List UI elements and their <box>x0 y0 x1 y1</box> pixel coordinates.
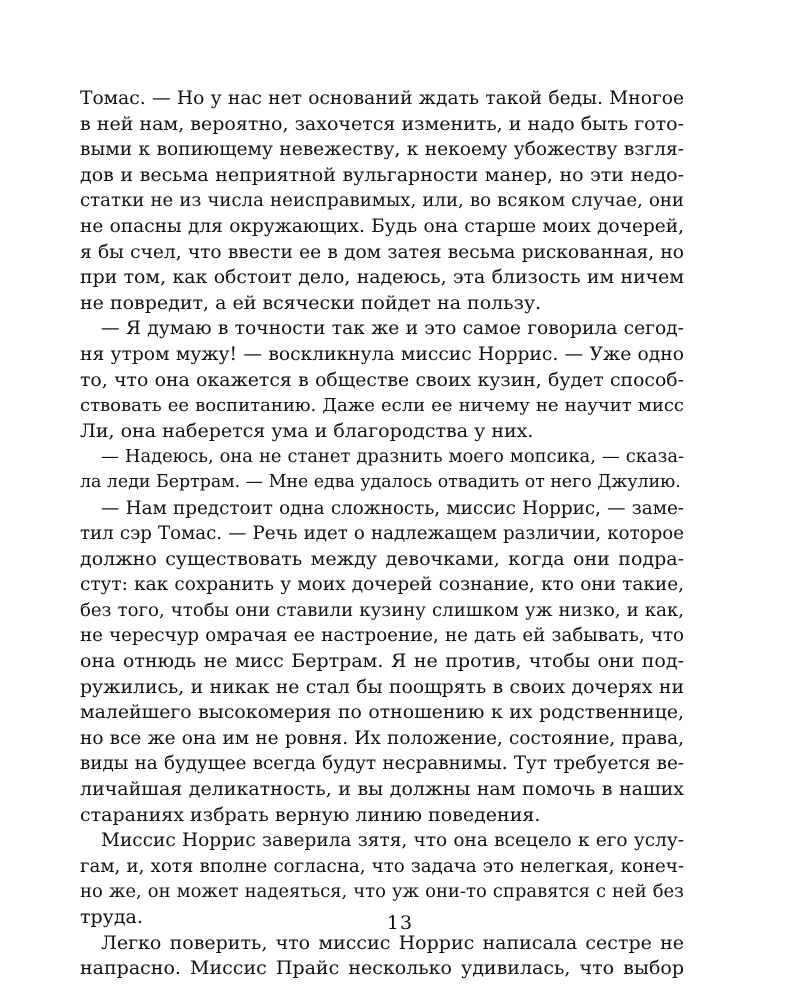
text-line: выми к вопиющему невежеству, к некоему убожеству взгля- <box>80 139 684 161</box>
text-line: я бы счел, что ввести ее в дом затея весьма рискованная, но <box>80 241 684 263</box>
text-line: не повредит, а ей всячески пойдет на пользу. <box>80 291 542 314</box>
text-line: ла леди Бертрам. — Мне едва удалось отвадить от него Джулию. <box>80 471 681 492</box>
text-line: при том, как обстоит дело, надеюсь, эта близость им ничем <box>80 266 684 289</box>
text-line: стараниях избрать верную линию поведения. <box>80 803 541 826</box>
text-line: статки не из числа неисправимых, или, во всяком случае, они <box>80 190 684 212</box>
text-line: без того, чтобы они ставили кузину слишком уж низко, и как, <box>80 599 684 621</box>
text-line: Томас. — Но у нас нет оснований ждать такой беды. Многое <box>80 88 684 109</box>
text-line: в ней нам, вероятно, захочется изменить, и надо быть гото- <box>80 112 684 135</box>
text-line: — Надеюсь, она не станет дразнить моего мопсика, — сказа- <box>101 446 684 468</box>
text-line: личайшая деликатность, и вы должны нам помочь в наших <box>80 778 684 801</box>
text-line: виды на будущее всегда будут несравнимы. Тут требуется ве- <box>80 753 684 775</box>
text-line: дов и весьма неприятной вульгарности манер, но эти недо- <box>80 163 684 186</box>
text-line: не опасны для окружающих. Будь она старше моих дочерей, <box>80 215 684 237</box>
text-line: тил сэр Томас. — Речь идет о надлежащем различии, которое <box>80 523 684 545</box>
text-line: ня утром мужу! — воскликнула миссис Норрис. — Уже одно <box>80 343 684 365</box>
text-line: труда. <box>80 906 143 928</box>
text-line: Ли, она наберется ума и благородства у них. <box>80 419 534 442</box>
text-line: не чересчур омрачая ее настроение, не дать ей забывать, что <box>80 625 684 647</box>
page-number: 13 <box>386 912 414 934</box>
text-line: Легко поверить, что миссис Норрис написала сестре не <box>101 931 684 954</box>
text-line: но все же она им не ровня. Их положение, состояние, права, <box>80 727 684 749</box>
text-line: стут: как сохранить у моих дочерей сознание, кто они такие, <box>80 574 684 596</box>
text-line: то, что она окажется в обществе своих кузин, будет способ- <box>80 369 684 391</box>
text-line: Миссис Норрис заверила зятя, что она всецело к его услу- <box>101 830 684 852</box>
text-line: напрасно. Миссис Прайс несколько удивилась, что выбор <box>80 957 684 980</box>
text-line: гам, и, хотя вполне согласна, что задача это нелегкая, конеч- <box>80 855 684 877</box>
text-line: ствовать ее воспитанию. Даже если ее ничему не научит мисс <box>80 395 684 417</box>
text-line: ружились, и никак не стал бы поощрять в своих дочерях ни <box>80 676 684 698</box>
body-text <box>80 86 684 982</box>
text-line: малейшего высокомерия по отношению к их родственнице, <box>80 701 684 724</box>
text-line: она отнюдь не мисс Бертрам. Я не против, чтобы они под- <box>80 650 684 673</box>
text-line: должно существовать между девочками, когда они подра- <box>80 547 684 570</box>
text-line: — Нам предстоит одна сложность, миссис Норрис, — заме- <box>101 497 684 519</box>
text-line: но же, он может надеяться, что уж они-то справятся с ней без <box>80 881 684 903</box>
text-line: — Я думаю в точности так же и это самое говорила сегод- <box>101 318 684 340</box>
